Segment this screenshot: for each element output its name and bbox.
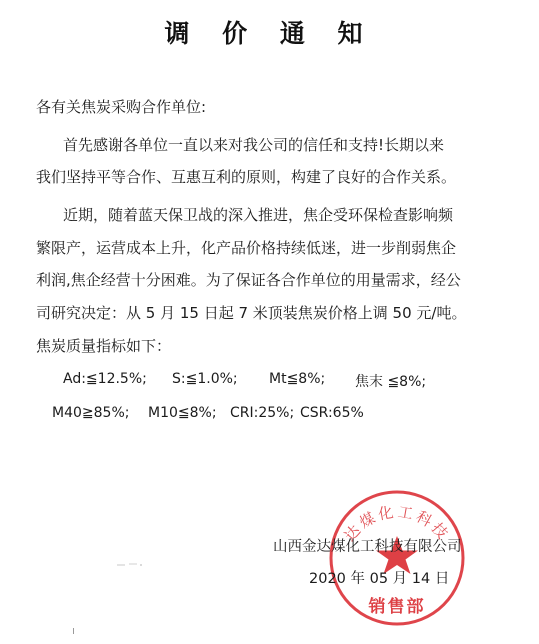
- paragraph1-line2: 我们坚持平等合作、互惠互利的原则，构建了良好的合作关系。: [36, 168, 457, 186]
- paragraph2-line4: 司研究决定：从 5 月 15 日起 7 米顶装焦炭价格上调 50 元/吨。: [36, 304, 467, 322]
- spec-csr: CSR:65%: [300, 405, 364, 421]
- seal-upper-text: 达煤化工科技: [340, 502, 454, 545]
- paragraph2-line2: 繁限产，运营成本上升，化产品价格持续低迷，进一步削弱焦企: [36, 239, 457, 257]
- signature-date: 2020 年 05 月 14 日: [309, 571, 450, 587]
- salutation: 各有关焦炭采购合作单位:: [36, 98, 207, 116]
- document-title: 调 价 通 知: [164, 19, 375, 48]
- quality-heading: 焦炭质量指标如下：: [36, 337, 172, 355]
- paragraph2-line1: 近期，随着蓝天保卫战的深入推进，焦企受环保检查影响频: [63, 206, 454, 224]
- signature-company: 山西金达煤化工科技有限公司: [273, 539, 462, 555]
- spec-mt: Mt≦8%;: [269, 371, 326, 387]
- seal-lower-text: 销售部: [368, 597, 426, 617]
- scan-dot: [72, 628, 76, 634]
- spec-m10: M10≦8%;: [148, 405, 217, 421]
- spec-ad: Ad:≦12.5%;: [63, 371, 147, 387]
- paragraph1-line1: 首先感谢各单位一直以来对我公司的信任和支持!长期以来: [63, 136, 445, 154]
- paragraph2-line3: 利润,焦企经营十分困难。为了保证各合作单位的用量需求，经公: [36, 271, 461, 289]
- spec-cri: CRI:25%;: [230, 405, 295, 421]
- scan-artifact: [117, 560, 143, 570]
- spec-m40: M40≧85%;: [52, 405, 130, 421]
- spec-coke-powder: 焦末 ≦8%;: [355, 374, 427, 390]
- spec-s: S:≦1.0%;: [172, 371, 238, 387]
